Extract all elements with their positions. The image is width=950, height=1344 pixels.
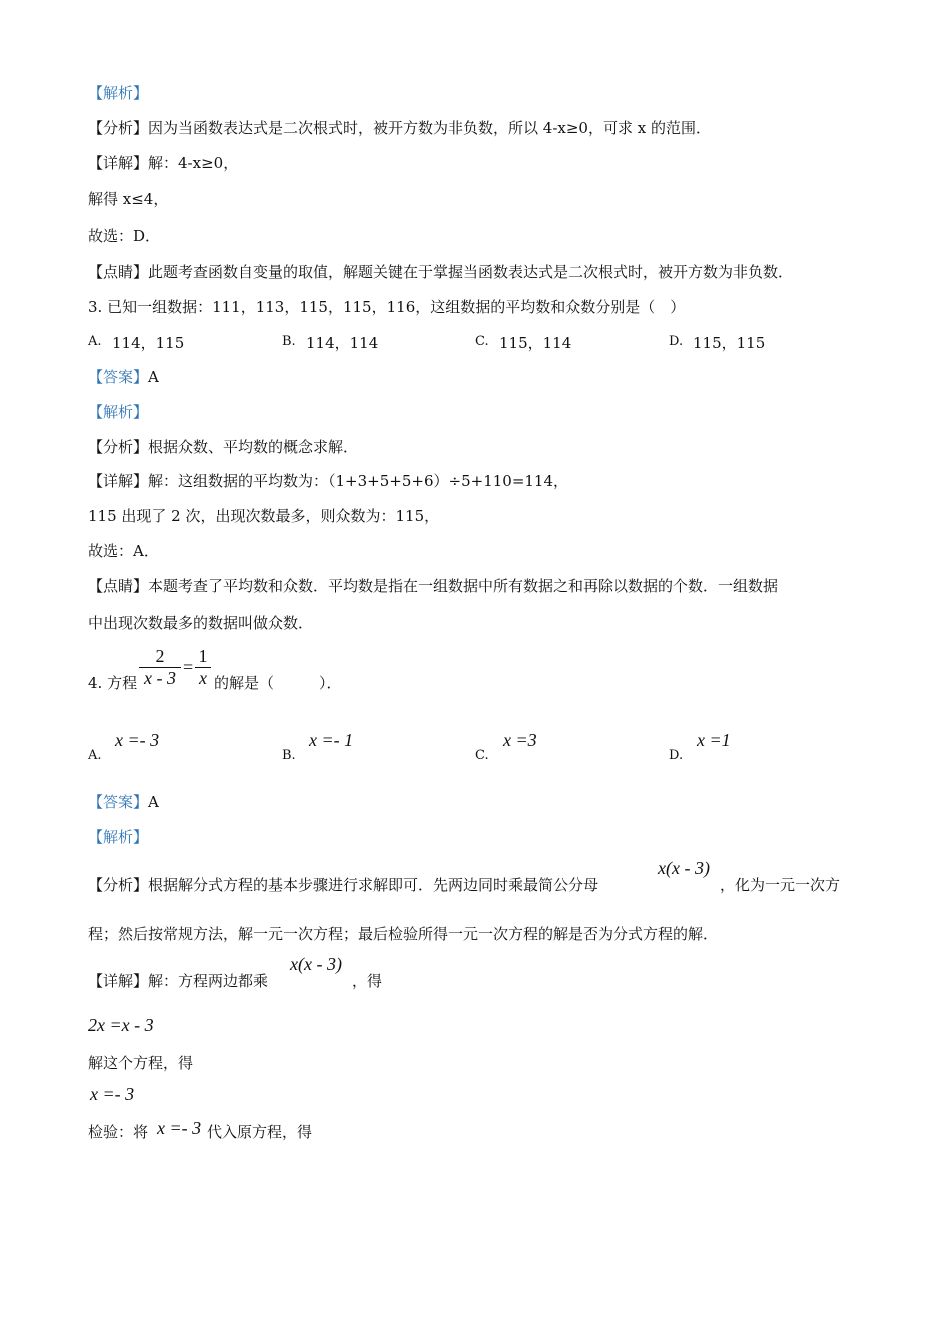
q3-dianjing: 【点睛】本题考查了平均数和众数．平均数是指在一组数据中所有数据之和再除以数据的个数．一组数据 [88, 577, 779, 595]
q4-equals: = [183, 657, 194, 677]
q4-fenxi-b: ，化为一元一次方 [720, 876, 841, 894]
q4-check-math: x =- 3 [157, 1118, 202, 1138]
q3-option-b-label: B. [282, 334, 296, 349]
q4-equation-2: x =- 3 [90, 1084, 135, 1104]
q3-option-c-label: C. [475, 334, 489, 349]
q4-xiangjie-a: 【详解】解：方程两边都乘 [88, 972, 269, 990]
q3-fenxi: 【分析】根据众数、平均数的概念求解． [88, 438, 359, 456]
q4-option-a-label: A. [88, 748, 102, 763]
q4-option-d-label: D. [669, 748, 684, 763]
q4-xiangjie-math: x(x - 3) [290, 954, 342, 974]
q4-fenxi-a: 【分析】根据解分式方程的基本步骤进行求解即可．先两边同时乘最简公分母 [88, 876, 599, 894]
q2-analysis-tag: 【解析】 [88, 84, 149, 102]
q3-stem: 3. 已知一组数据：111，113，115，115，116，这组数据的平均数和众数分别是（ ） [88, 298, 686, 316]
q3-xiangjie: 【详解】解：这组数据的平均数为：（1+3+5+5+6）÷5+110=114， [88, 472, 569, 490]
q4-answer: 【答案】A [88, 793, 159, 811]
q4-check-b: 代入原方程，得 [207, 1123, 313, 1141]
q4-check-a: 检验：将 [88, 1123, 149, 1141]
q3-option-d-text: 115，115 [693, 334, 766, 352]
q4-option-b-math: x =- 1 [309, 730, 354, 750]
q3-option-c-text: 115，114 [499, 334, 572, 352]
q2-fenxi: 【分析】因为当函数表达式是二次根式时，被开方数为非负数，所以 4-x≥0，可求 x 的范围． [88, 119, 711, 137]
q4-fenxi-cont: 程；然后按常规方法，解一元一次方程；最后检验所得一元一次方程的解是否为分式方程的解． [88, 925, 719, 943]
q3-line2: 115 出现了 2 次，出现次数最多，则众数为：115， [88, 507, 440, 525]
q4-fenxi-math: x(x - 3) [658, 858, 710, 878]
q4-option-c-label: C. [475, 748, 489, 763]
q4-stem-prefix: 4. 方程 [88, 674, 138, 692]
q2-dianjing: 【点睛】此题考查函数自变量的取值，解题关键在于掌握当函数表达式是二次根式时，被开方数为非负数． [88, 263, 794, 281]
q4-option-b-label: B. [282, 748, 296, 763]
q4-option-a-math: x =- 3 [115, 730, 160, 750]
q2-line2: 解得 x≤4， [88, 190, 169, 208]
q4-fraction-left: 2 x - 3 [139, 646, 181, 689]
q4-analysis-tag: 【解析】 [88, 828, 149, 846]
q4-option-d-math: x =1 [697, 730, 731, 750]
q3-answer: 【答案】A [88, 368, 159, 386]
q4-option-c-math: x =3 [503, 730, 537, 750]
q3-option-d-label: D. [669, 334, 684, 349]
q3-option-a-label: A. [88, 334, 102, 349]
q4-fraction-right: 1 x [195, 646, 211, 689]
q3-option-a-text: 114，115 [112, 334, 185, 352]
q3-option-b-text: 114，114 [306, 334, 379, 352]
q3-dianjing-cont: 中出现次数最多的数据叫做众数． [88, 614, 314, 632]
q4-equation-1: 2x =x - 3 [88, 1015, 154, 1035]
q4-xiangjie-b: ，得 [352, 972, 383, 990]
q4-solve-line: 解这个方程，得 [88, 1054, 194, 1072]
q3-line3: 故选：A． [88, 542, 159, 560]
q4-stem-suffix: 的解是（ ）． [214, 674, 342, 692]
q2-line3: 故选：D． [88, 227, 161, 245]
q2-xiangjie: 【详解】解：4-x≥0， [88, 154, 239, 172]
q3-analysis-tag: 【解析】 [88, 403, 149, 421]
